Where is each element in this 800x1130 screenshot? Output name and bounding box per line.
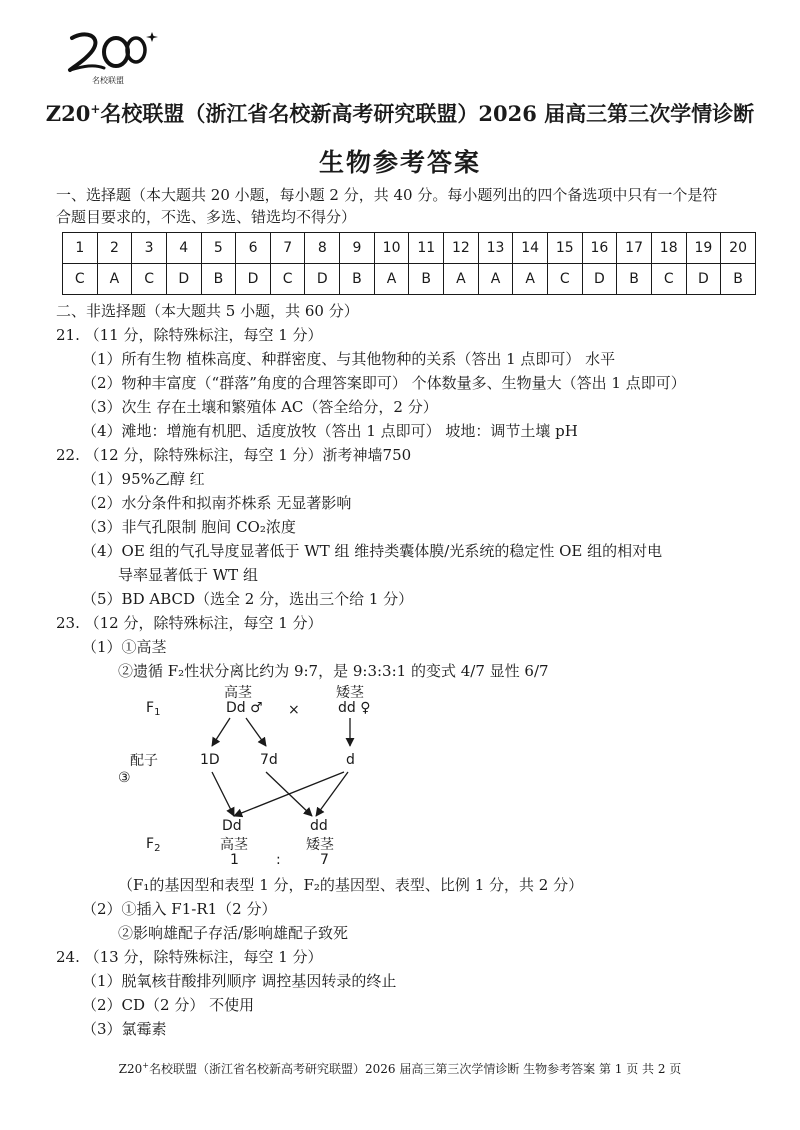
question-number: 17 [617,233,652,264]
gamete-label: 配子 [130,753,158,769]
question-number: 7 [270,233,305,264]
answer-cell: D [582,264,617,295]
question-number: 16 [582,233,617,264]
question-number: 8 [305,233,340,264]
logo-caption: 名校联盟 [92,76,124,85]
q23-header: 23. （12 分，除特殊标注，每空 1 分） [56,614,323,632]
answer-cell: B [201,264,236,295]
ratio-left: 1 [230,852,239,868]
parent2-genotype: dd ♀ [338,700,371,716]
ratio-colon: : [276,852,281,868]
parent1-genotype: Dd ♂ [226,700,263,716]
q21-part2: （2）物种丰富度（“群落”角度的合理答案即可） 个体数量多、生物量大（答出 1 点即可） [82,374,686,392]
parent1-trait: 高茎 [224,685,252,701]
arrow-to-7d [246,718,266,746]
arrow-d-to-Dd [234,772,344,816]
question-number: 9 [340,233,375,264]
parent2-trait: 矮茎 [336,685,364,701]
circle-number-3: ③ [118,770,131,786]
question-number: 5 [201,233,236,264]
q24-part1: （1）脱氧核苷酸排列顺序 调控基因转录的终止 [82,972,397,990]
gamete-1D: 1D [200,752,220,768]
q23-part2-b: ②影响雄配子存活/影响雄配子致死 [118,924,349,942]
question-number: 15 [547,233,582,264]
q24-header: 24. （13 分，除特殊标注，每空 1 分） [56,948,323,966]
answer-cell: C [63,264,98,295]
q22-part1: （1）95%乙醇 红 [82,470,205,488]
answer-cell: B [721,264,756,295]
question-number: 20 [721,233,756,264]
q24-part3: （3）氯霉素 [82,1020,167,1038]
q21-part1: （1）所有生物 植株高度、种群密度、与其他物种的关系（答出 1 点即可） 水平 [82,350,616,368]
question-number: 1 [63,233,98,264]
answer-cell: B [340,264,375,295]
arrow-1D-to-Dd [212,772,234,816]
ratio-right: 7 [320,852,329,868]
section1-heading-line2: 合题目要求的，不选、多选、错选均不得分） [56,208,357,226]
q21-part4: （4）滩地：增施有机肥、适度放牧（答出 1 点即可） 坡地：调节土壤 pH [82,422,578,440]
question-number: 13 [478,233,513,264]
answer-table [62,232,756,295]
q21-header: 21. （11 分，除特殊标注，每空 1 分） [56,326,323,344]
genetic-cross-diagram [118,680,410,870]
question-number: 18 [651,233,686,264]
answer-cell: C [270,264,305,295]
answer-cell: C [547,264,582,295]
answer-cell: C [132,264,167,295]
gamete-d: d [346,752,355,768]
q22-part3: （3）非气孔限制 胞间 CO₂浓度 [82,518,296,536]
answer-cell: D [166,264,201,295]
q23-part1-a: （1）①高茎 [82,638,167,656]
page-subtitle: 生物参考答案 [318,148,481,177]
child2-trait: 矮茎 [306,837,334,853]
answer-cell: A [513,264,548,295]
f1-label: $F_1$ [146,700,161,718]
f2-label: $F_2$ [146,836,161,854]
q21-part3: （3）次生 存在土壤和繁殖体 AC（答全给分，2 分） [82,398,438,416]
q22-part5: （5）BD ABCD（选全 2 分，选出三个给 1 分） [82,590,414,608]
answer-cell: A [374,264,409,295]
answer-table-number-row [63,233,756,264]
q23-part1-b: ②遗循 F₂性状分离比约为 9:7，是 9:3:3:1 的变式 4/7 显性 6/7 [118,662,549,680]
arrow-d-to-dd [316,772,348,816]
child2-genotype: dd [310,818,328,834]
q24-part2: （2）CD（2 分） 不使用 [82,996,255,1014]
answer-cell: D [305,264,340,295]
page-title: Z20+名校联盟（浙江省名校新高考研究联盟）2026 届高三第三次学情诊断 [45,101,755,126]
q22-part4: （4）OE 组的气孔导度显著低于 WT 组 维持类囊体膜/光系统的稳定性 OE 组的相对电 [82,542,663,560]
alliance-logo-icon [64,28,160,76]
question-number: 2 [97,233,132,264]
q22-header: 22. （12 分，除特殊标注，每空 1 分）浙考神墙750 [56,446,412,464]
answer-cell: A [478,264,513,295]
question-number: 4 [166,233,201,264]
child1-trait: 高茎 [220,837,248,853]
q22-part4-cont: 导率显著低于 WT 组 [118,566,258,584]
answer-cell: B [617,264,652,295]
question-number: 19 [686,233,721,264]
answer-cell: C [651,264,686,295]
question-number: 12 [444,233,479,264]
question-number: 14 [513,233,548,264]
question-number: 11 [409,233,444,264]
gamete-7d: 7d [260,752,278,768]
question-number: 6 [236,233,271,264]
q22-part2: （2）水分条件和拟南芥株系 无显著影响 [82,494,352,512]
answer-cell: D [236,264,271,295]
child1-genotype: Dd [222,818,242,834]
answer-cell: A [444,264,479,295]
answer-table-answer-row [63,264,756,295]
q23-scoring-note: （F₁的基因型和表型 1 分，F₂的基因型、表型、比例 1 分，共 2 分） [118,876,584,894]
section1-heading-line1: 一、选择题（本大题共 20 小题，每小题 2 分，共 40 分。每小题列出的四个备选项中只有一个是符 [56,186,718,204]
q23-part2-a: （2）①插入 F1-R1（2 分） [82,900,277,918]
cross-symbol: × [288,702,300,718]
alliance-logo [64,28,160,90]
answer-cell: D [686,264,721,295]
question-number: 10 [374,233,409,264]
arrow-to-1D [212,718,230,746]
answer-cell: A [97,264,132,295]
question-number: 3 [132,233,167,264]
answer-cell: B [409,264,444,295]
page-footer: Z20+名校联盟（浙江省名校新高考研究联盟）2026 届高三第三次学情诊断 生物参考答案 第 1 页 共 2 页 [118,1061,682,1076]
section2-heading: 二、非选择题（本大题共 5 小题，共 60 分） [56,302,359,320]
